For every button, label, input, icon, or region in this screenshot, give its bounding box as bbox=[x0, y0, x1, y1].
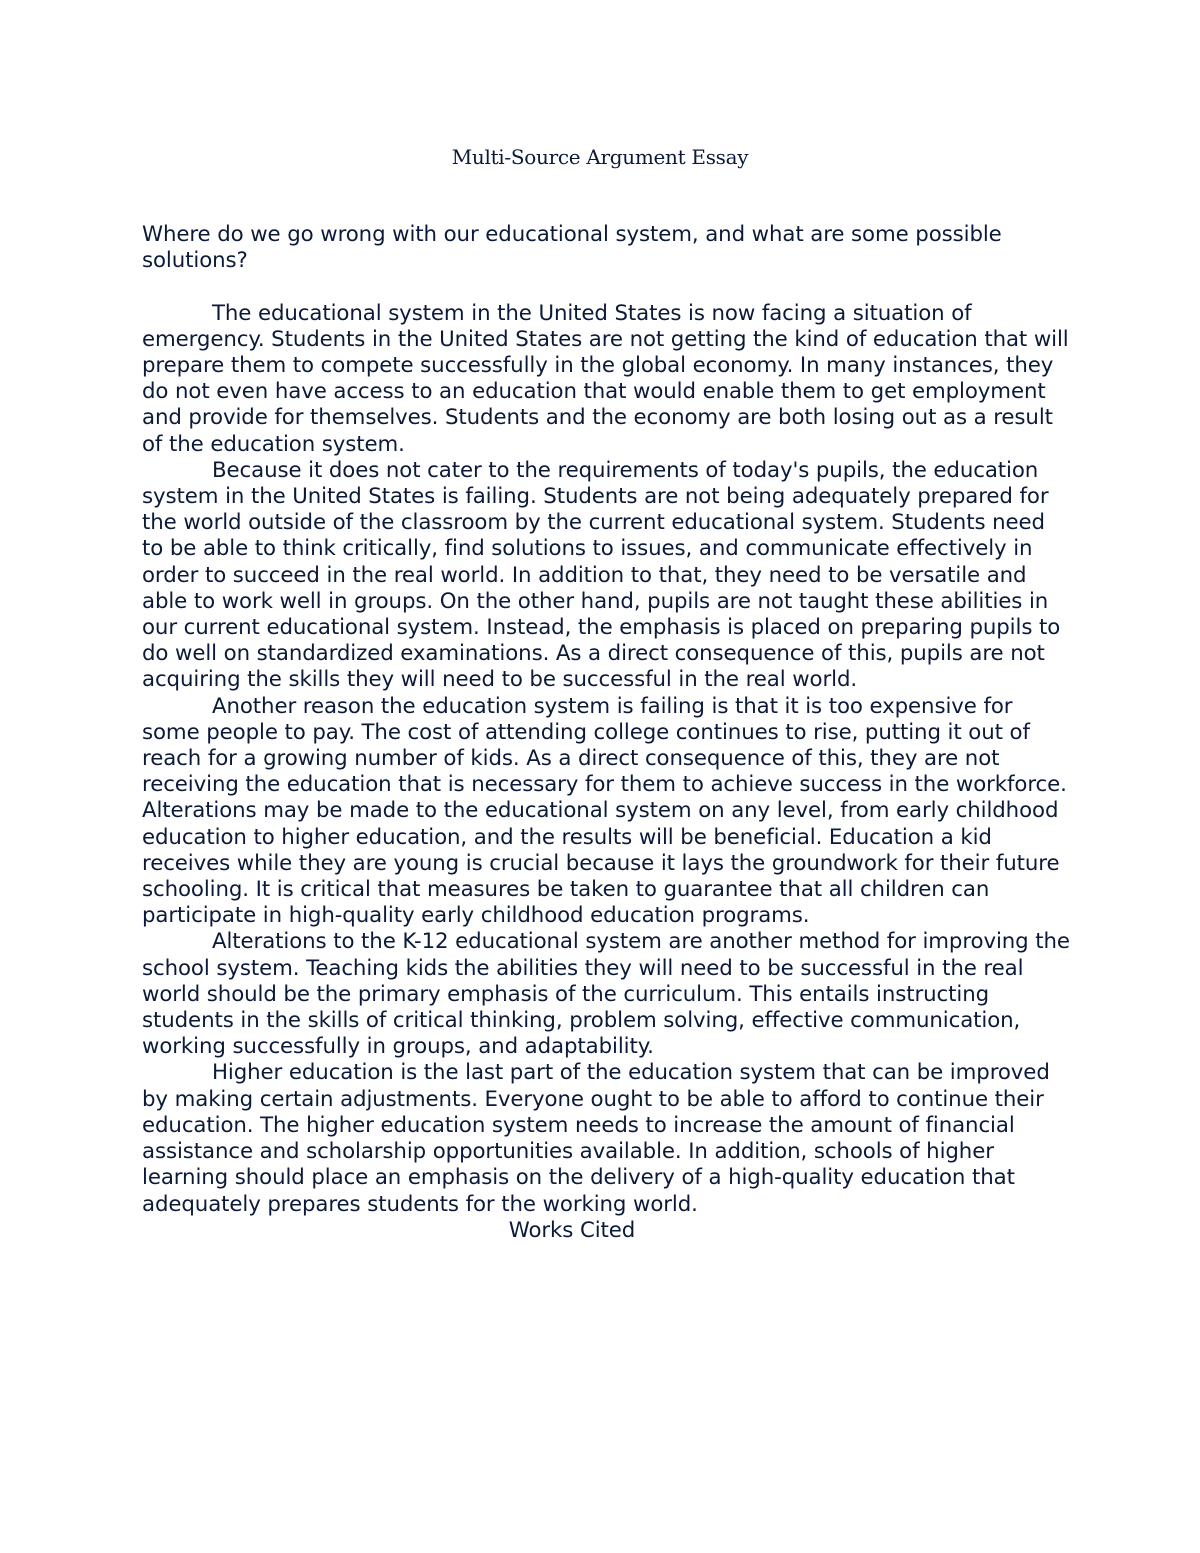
essay-body bbox=[142, 222, 1072, 1244]
paragraph-2: Because it does not cater to the requirements of today's pupils, the education system in the United States is failing. Students are not being adequately prepared for the world outside of the classroom by the current educational system. Students need to be able to think critically, find solutions to issues, and communicate effectively in order to succeed in the real world. In addition to that, they need to be versatile and able to work well in groups. On the other hand, pupils are not taught these abilities in our current educational system. Instead, the emphasis is placed on preparing pupils to do well on standardized examinations. As a direct consequence of this, pupils are not acquiring the skills they will need to be successful in the real world. bbox=[142, 457, 1061, 693]
works-cited-heading: Works Cited bbox=[508, 1217, 636, 1243]
blank-line bbox=[142, 274, 1072, 300]
paragraph-4: Alterations may be made to the educational system on any level, from early childhood education to higher education, and the results will be beneficial. Education a kid receives while they are young is crucial because it lays the groundwork for their future schooling. It is critical that measures be taken to guarantee that all children can participate in high-quality early childhood education programs. bbox=[142, 798, 1060, 929]
essay-prompt: Where do we go wrong with our educational system, and what are some possible solutions? bbox=[142, 222, 1002, 274]
paragraph-1: The educational system in the United States is now facing a situation of emergency. Students in the United States are not getting the kind of education that will prepare them to compete successfully in the global economy. In many instances, they do not even have access to an education that would enable them to get employment and provide for themselves. Students and the economy are both losing out as a result of the education system. bbox=[142, 300, 1069, 457]
paragraph-3: Another reason the education system is failing is that it is too expensive for some people to pay. The cost of attending college continues to rise, putting it out of reach for a growing number of kids. As a direct consequence of this, they are not receiving the education that is necessary for them to achieve success in the workforce. bbox=[142, 693, 1067, 798]
essay-title: Multi-Source Argument Essay bbox=[451, 145, 749, 169]
paragraph-5: Alterations to the K-12 educational system are another method for improving the school system. Teaching kids the abilities they will need to be successful in the real world should be the primary emphasis of the curriculum. This entails instructing students in the skills of critical thinking, problem solving, effective communication, working successfully in groups, and adaptability. bbox=[142, 929, 1070, 1060]
paragraph-6: Higher education is the last part of the education system that can be improved by making certain adjustments. Everyone ought to be able to afford to continue their education. The higher education system needs to increase the amount of financial assistance and scholarship opportunities available. In addition, schools of higher learning should place an emphasis on the delivery of a high-quality education that adequately prepares students for the working world. bbox=[142, 1060, 1050, 1217]
